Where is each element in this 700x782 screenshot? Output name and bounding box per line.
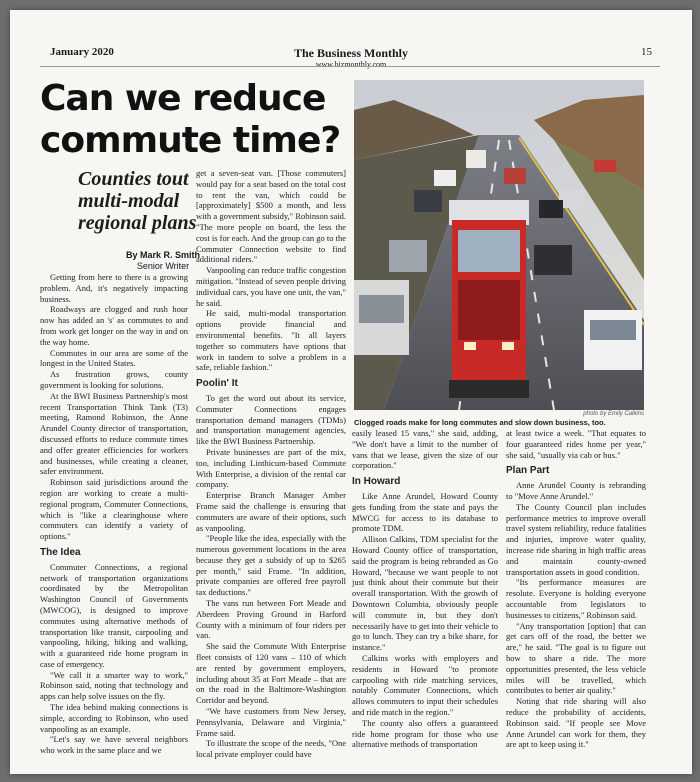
paragraph: Allison Calkins, TDM specialist for the Howard County office of transportation, said the program is being rebranded as Go Howard, "because we want people to not just think about their commute but their overall transportation. With the growth of Downtown Columbia, obviously people will commute in, but they don't necessarily have to get into their vehicle to go to lunch. They can try a bike share, for instance."	[352, 534, 498, 653]
paragraph: "We call it a smarter way to work," Robinson said, noting that technology and apps can help solve issues on the fly.	[40, 669, 188, 702]
paragraph: Commuter Connections, a regional network of transportation organizations coordinated by the Metropolitan Washington Council of Governments (MWCOG), is designed to improve commutes using alternative methods of transportation like transit, carpooling and vanpooling, hiking, biking and walking, with a guaranteed ride home program in case of emergency.	[40, 561, 188, 669]
photo-credit: photo by Emily Calkins	[583, 411, 644, 417]
page-number: 15	[641, 46, 652, 58]
paragraph: "Its performance measures are resolute. Everyone is holding everyone accountable from legislators to businesses to citizens," Robinson said.	[506, 577, 646, 620]
paragraph: The idea behind making connections is simple, according to Robinson, who used vanpooling as an example.	[40, 702, 188, 734]
paragraph: easily leased 15 vans," she said, adding, "We don't have a limit to the number of vans that we lease, given the size of our corporation."	[352, 428, 498, 471]
column-2	[196, 168, 346, 760]
paragraph: The county also offers a guaranteed ride home program for those who use alternative methods of transportation	[352, 717, 498, 750]
photo-caption: Clogged roads make for long commutes and slow down business, too.	[354, 418, 606, 427]
section-heading-plan-part: Plan Part	[506, 465, 550, 477]
paragraph: Commutes in our area are some of the longest in the United States.	[40, 347, 188, 369]
section-heading-poolin-it: Poolin' It	[196, 378, 238, 390]
paragraph: get a seven-seat van. [Those commuters] would pay for a seat based on the total cost to rent the van, which could be [approximately] $500 a month, and less with a government subsidy," Robinson said. "The more people on board, the less the cost is for each. And the group can go to the Commuter Connection website to find additional riders."	[196, 168, 346, 265]
section-heading-in-howard: In Howard	[352, 476, 401, 488]
paragraph: Robinson said jurisdictions around the region are working to create a multi-regional program, Commuter Connections, which is "like a clearinghouse where commuters can identify a variety of options."	[40, 477, 188, 542]
paragraph: Anne Arundel County is rebranding to "Move Anne Arundel."	[506, 480, 646, 501]
paragraph: To illustrate the scope of the needs, "One local private employer could have	[196, 738, 346, 760]
paragraph: "We have customers from New Jersey, Pennsylvania, Delaware and Virginia," Frame said.	[196, 706, 346, 738]
paragraph: at least twice a week. "That equates to four guaranteed rides home per year," she said, "usually via cab or bus."	[506, 428, 646, 460]
page-header	[50, 46, 652, 76]
column-1	[40, 272, 188, 756]
paragraph: As frustration grows, county government is looking for solutions.	[40, 369, 188, 390]
author-title: Senior Writer	[136, 261, 190, 271]
paragraph: Calkins works with employers and residents in Howard "to promote carpooling with ride matching services, notably Commuter Connections, which allows commuters to input their schedules and ride match in the region."	[352, 652, 498, 717]
column-3	[352, 428, 498, 752]
paragraph: She said the Commute With Enterprise fleet consists of 120 vans – 110 of which are rented by government employers, including about 35 at Fort Meade – that are on the road in the Baltimore-Washington Corridor and beyond.	[196, 641, 346, 706]
paragraph: Private businesses are part of the mix, too, including Linthicum-based Commute With Enterprise, a division of the rental car company.	[196, 446, 346, 490]
paragraph: To get the word out about its service, Commuter Connections engages transportation demand managers (TDMs) and transportation management agencies, like the BWI Business Partnership.	[196, 392, 346, 447]
paragraph: The County Council plan includes performance metrics to improve overall travel system reliability, reduce fatalities and injuries, improve water quality, increase ride sharing in high traffic areas and maintain county-owned transportation assets in good condition.	[506, 501, 646, 577]
paragraph: At the BWI Business Partnership's most recent Transportation Think Tank (T3) meeting, Ramond Robinson, the Anne Arundel County director of transportation, discussed efforts to reduce commute times and offer greater efficiencies for workers and businesses, while creating a cleaner, safer environment.	[40, 390, 188, 477]
paragraph: Vanpooling can reduce traffic congestion mitigation. "Instead of seven people driving individual cars, you have one unit, the van," he said.	[196, 265, 346, 308]
paragraph: Enterprise Branch Manager Amber Frame said the challenge is ensuring that commuters are aware of their options, such as vanpooling.	[196, 490, 346, 533]
paragraph: Like Anne Arundel, Howard County gets funding from the state and pays the MWCG for access to its database to promote TDM.	[352, 490, 498, 534]
paragraph: The vans run between Fort Meade and Aberdeen Proving Ground in Harford County with a minimum of four riders per van.	[196, 598, 346, 641]
traffic-photo	[354, 80, 644, 410]
publication-url: www.bizmonthly.com	[315, 60, 387, 69]
paragraph: Noting that ride sharing will also reduce the probability of accidents, Robinson said. "If people see Move Anne Arundel can work for them, they are apt to keep using it."	[506, 696, 646, 750]
author-name: By Mark R. Smith	[125, 250, 201, 260]
issue-date: January 2020	[50, 46, 114, 58]
paragraph: "People like the idea, especially with the numerous government locations in the area because they get a subsidy of up to $265 per month," said Frame. "In addition, private companies are offered free payroll tax deductions."	[196, 533, 346, 598]
headline: Can we reduce commute time?	[40, 78, 341, 161]
section-heading-the-idea: The Idea	[40, 546, 81, 558]
paragraph: "Any transportation [option] that can get cars off of the road, the better we are," he said. "The goal is to figure out how to share a ride. The more opportunities presented, the less vehicle miles will be travelled, which contributes to better air quality."	[506, 620, 646, 696]
paragraph: "Let's say we have several neighbors who work in the same place and we	[40, 734, 188, 756]
header-rule	[40, 66, 660, 67]
paragraph: He said, multi-modal transportation options provide financial and environmental benefits. "It all layers together so commuters have options that work in tandem to solve a problem in a safe, reliable fashion."	[196, 308, 346, 373]
subheadline: Counties tout multi-modal regional plans	[78, 168, 197, 234]
highway-truck-image	[354, 80, 644, 410]
paragraph: Roadways are clogged and rush hour now has added an 's' as commutes to and from work get longer on the way in and on the way home.	[40, 304, 188, 347]
publication-name: The Business Monthly	[293, 46, 409, 60]
column-4	[506, 428, 646, 752]
paragraph: Getting from here to there is a growing problem. And, it's negatively impacting business.	[40, 272, 188, 304]
